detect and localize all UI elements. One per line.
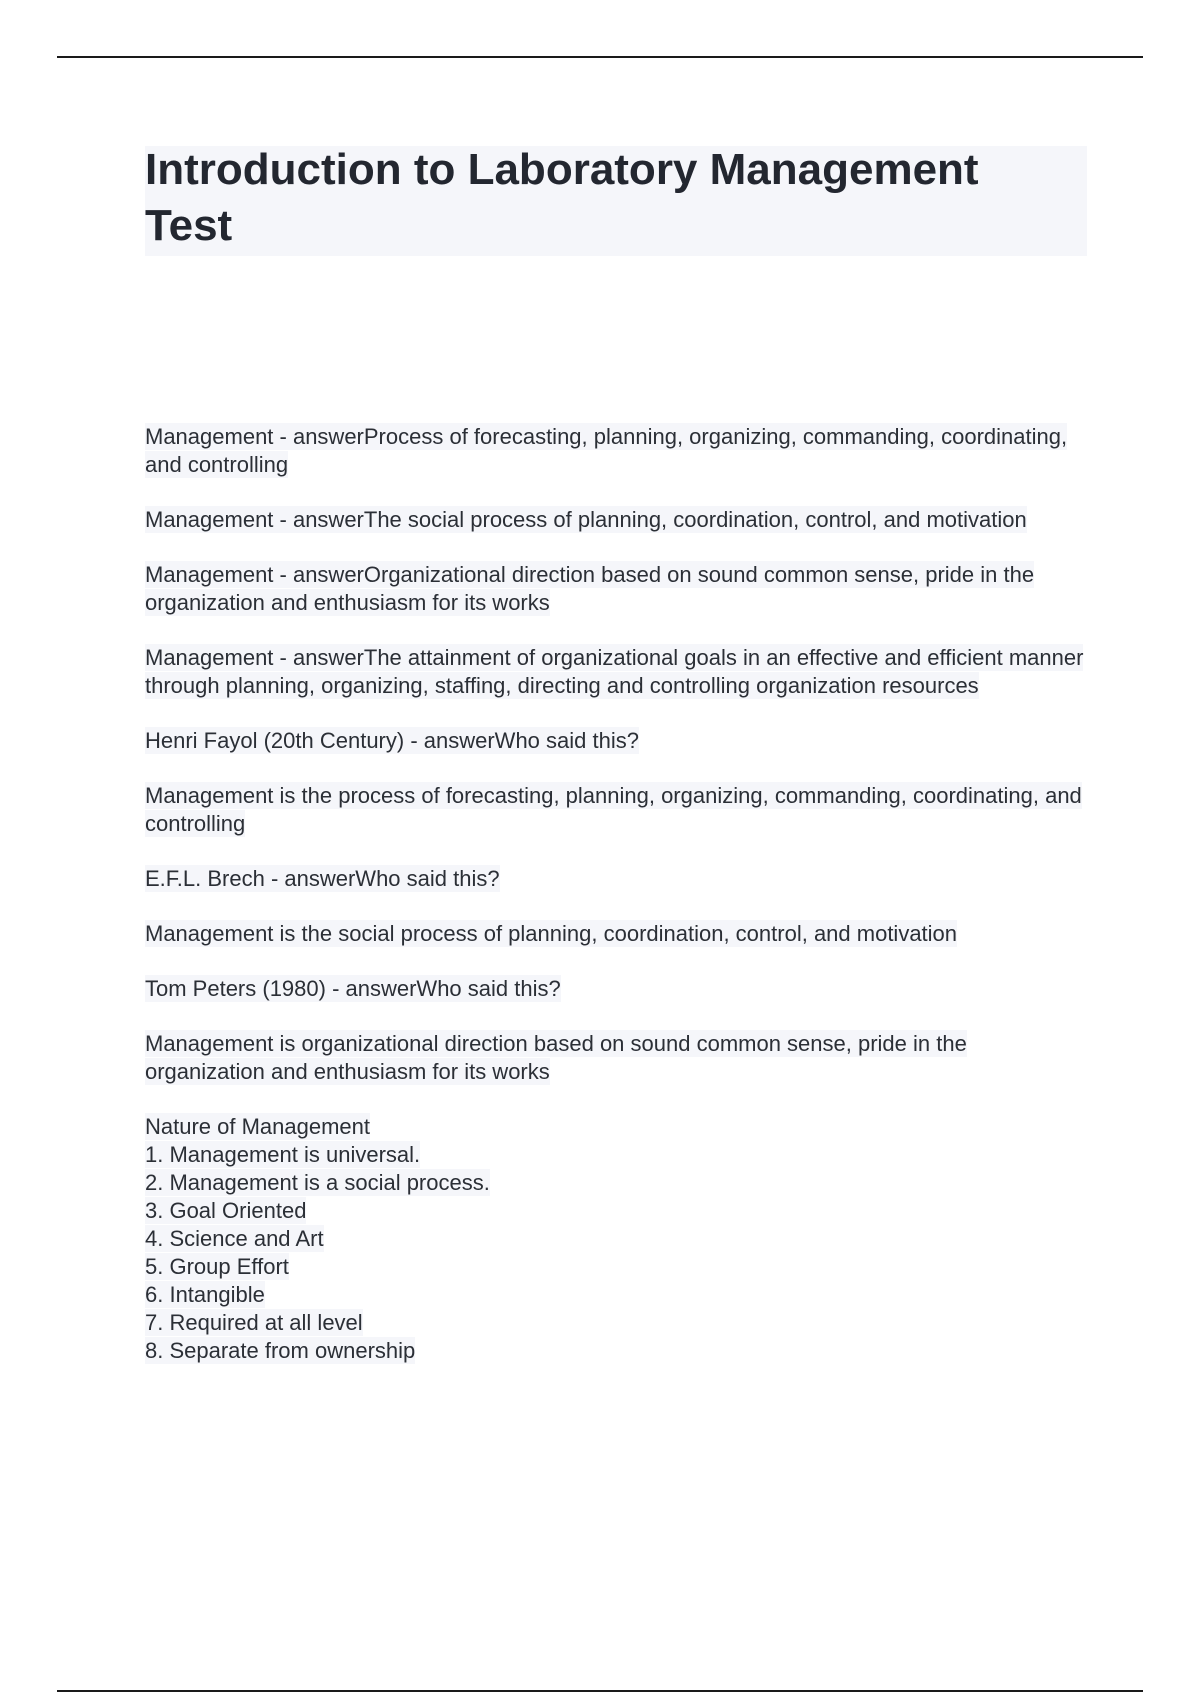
nature-heading [145,1113,1087,1141]
paragraph [145,644,1087,700]
footer-rule [57,1690,1143,1692]
paragraph-text: Management is organizational direction based on sound common sense, pride in the organization and enthusiasm for its works [145,1031,967,1084]
list-item-text: 8. Separate from ownership [145,1338,416,1363]
list-item [145,1253,1087,1281]
paragraph-text: Tom Peters (1980) - answerWho said this? [145,976,561,1001]
document-title: Introduction to Laboratory Management Test [145,145,979,250]
paragraph-text: Management - answerThe attainment of organizational goals in an effective and efficient manner through planning, organizing, staffing, directing and controlling organization resources [145,645,1084,698]
nature-heading-text: Nature of Management [145,1114,371,1139]
list-item-text: 6. Intangible [145,1282,265,1307]
list-item [145,1281,1087,1309]
paragraph [145,727,1087,755]
paragraph [145,782,1087,838]
list-item [145,1141,1087,1169]
nature-of-management [145,1113,1087,1365]
list-item [145,1225,1087,1253]
list-item-text: 3. Goal Oriented [145,1198,307,1223]
list-item-text: 7. Required at all level [145,1310,363,1335]
paragraph [145,506,1087,534]
paragraph-text: Management - answerThe social process of planning, coordination, control, and motivation [145,507,1027,532]
paragraph-text: E.F.L. Brech - answerWho said this? [145,866,500,891]
paragraph [145,920,1087,948]
paragraph-text: Management is the process of forecasting, planning, organizing, commanding, coordinating, and controlling [145,783,1082,836]
list-item [145,1197,1087,1225]
list-item-text: 4. Science and Art [145,1226,324,1251]
document-body [145,423,1087,1365]
header-rule [57,56,1143,58]
paragraph-text: Management is the social process of planning, coordination, control, and motivation [145,921,958,946]
list-item-text: 5. Group Effort [145,1254,289,1279]
list-item [145,1169,1087,1197]
list-item [145,1337,1087,1365]
nature-list [145,1141,1087,1365]
list-item-text: 2. Management is a social process. [145,1170,490,1195]
list-item [145,1309,1087,1337]
list-item-text: 1. Management is universal. [145,1142,421,1167]
paragraph-text: Henri Fayol (20th Century) - answerWho said this? [145,728,639,753]
paragraph [145,423,1087,479]
paragraph [145,1030,1087,1086]
paragraph-text: Management - answerProcess of forecasting, planning, organizing, commanding, coordinating, and controlling [145,424,1068,477]
paragraph-text: Management - answerOrganizational direction based on sound common sense, pride in the organization and enthusiasm for its works [145,562,1035,615]
paragraph [145,975,1087,1003]
paragraph [145,561,1087,617]
paragraph [145,865,1087,893]
